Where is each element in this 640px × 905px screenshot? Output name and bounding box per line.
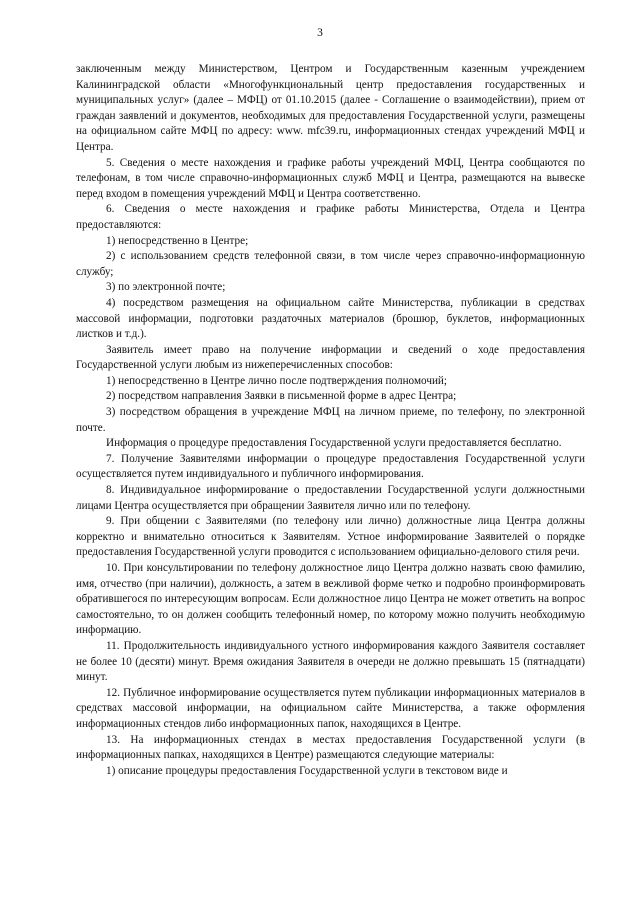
paragraph: 4) посредством размещения на официальном сайте Министерства, публикации в средствах массовой информации, подготовки раздаточных материалов (брошюр, буклетов, информационных листков и т.д.). <box>76 296 585 341</box>
paragraph: 1) непосредственно в Центре; <box>106 234 249 247</box>
page-number: 3 <box>317 27 323 39</box>
paragraph: 7. Получение Заявителями информации о процедуре предоставления Государственной услуги осуществляется путем индивидуального и публичного информирования. <box>76 452 585 481</box>
paragraph: Заявитель имеет право на получение информации и сведений о ходе предоставления Государственной услуги любым из нижеперечисленных способов: <box>76 343 585 372</box>
paragraph: 13. На информационных стендах в местах предоставления Государственной услуги (в информационных папках, находящихся в Центре) размещаются следующие материалы: <box>76 733 585 762</box>
paragraph: 11. Продолжительность индивидуального устного информирования каждого Заявителя составляет не более 10 (десяти) минут. Время ожидания Заявителя в очереди не должно превышать 15 (пятнадцати) минут. <box>76 639 585 684</box>
document-body <box>76 62 585 779</box>
paragraph: 9. При общении с Заявителями (по телефону или лично) должностные лица Центра должны корректно и внимательно относиться к Заявителям. Устное информирование Заявителей о порядке предоставления Государственной услуги проводится с использованием официально-делового стиля речи. <box>76 515 585 559</box>
paragraph: Информация о процедуре предоставления Государственной услуги предоставляется бесплатно. <box>106 437 562 450</box>
paragraph: 10. При консультировании по телефону должностное лицо Центра должно назвать свою фамилию, имя, отчество (при наличии), должность, а затем в вежливой форме четко и подробно проинформировать обратившегося по интересующим вопросам. Если должностное лицо Центра не может ответить на вопрос самостоятельно, то он должен сообщить телефонный номер, по которому можно получить необходимую информацию. <box>76 562 585 637</box>
paragraph: 2) с использованием средств телефонной связи, в том числе через справочно-информационную службу; <box>76 250 585 278</box>
paragraph: 5. Сведения о месте нахождения и графике работы учреждений МФЦ, Центра сообщаются по телефонам, в том числе справочно-информационных служб МФЦ и Центра, размещаются на вывеске перед входом в помещения учреждений МФЦ и Центра соответственно. <box>76 156 585 200</box>
paragraph: 3) посредством обращения в учреждение МФЦ на личном приеме, по телефону, по электронной почте. <box>76 406 585 434</box>
paragraph: 8. Индивидуальное информирование о предоставлении Государственной услуги должностными лицами Центра осуществляется при обращении Заявителя лично или по телефону. <box>76 484 585 512</box>
paragraph: заключенным между Министерством, Центром и Государственным казенным учреждением Калининградской области «Многофункциональный центр предоставления государственных и муниципальных услуг» (далее – МФЦ) от 01.10.2015 (далее - Соглашение о взаимодействии), прием от граждан заявлений и документов, необходимых для предоставления Государственной услуги, размещены на официальном сайте МФЦ по адресу: www. mfc39.ru, информационных стендах учреждений МФЦ и Центра. <box>76 63 585 153</box>
paragraph: 2) посредством направления Заявки в письменной форме в адрес Центра; <box>106 390 457 403</box>
paragraph: 6. Сведения о месте нахождения и графике работы Министерства, Отдела и Центра предоставляются: <box>76 203 585 231</box>
paragraph: 12. Публичное информирование осуществляется путем публикации информационных материалов в средствах массовой информации, на официальном сайте Министерства, а также оформления информационных стендов либо информационных папок, находящихся в Центре. <box>76 686 585 730</box>
paragraph: 1) непосредственно в Центре лично после подтверждения полномочий; <box>106 374 448 387</box>
paragraph: 3) по электронной почте; <box>106 281 226 294</box>
paragraph: 1) описание процедуры предоставления Государственной услуги в текстовом виде и <box>106 764 508 777</box>
